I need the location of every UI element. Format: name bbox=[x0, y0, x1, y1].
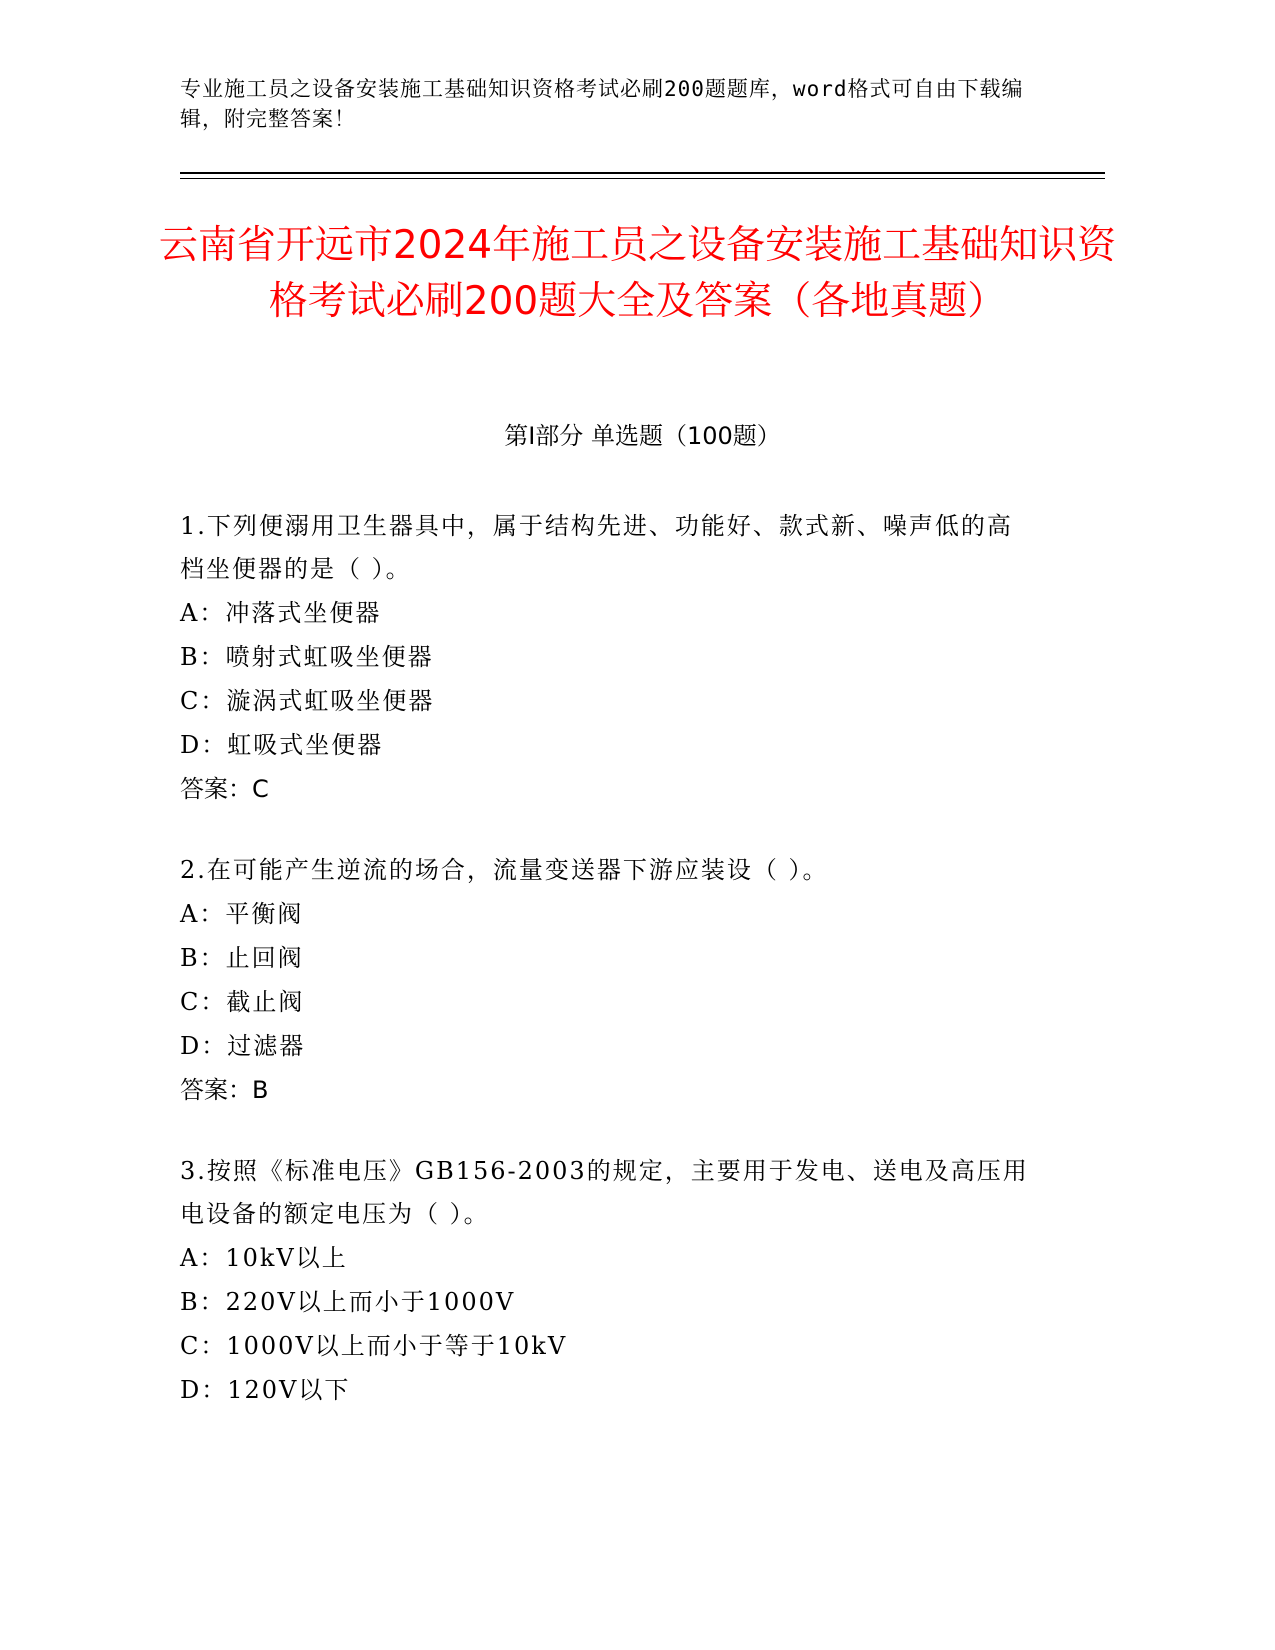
option-a: A：冲落式坐便器 bbox=[180, 599, 382, 627]
option-a: A：平衡阀 bbox=[180, 900, 304, 928]
header-divider-thin bbox=[180, 178, 1105, 179]
option-c: C：1000V以上而小于等于10kV bbox=[180, 1332, 568, 1360]
option-a: A：10kV以上 bbox=[180, 1244, 348, 1272]
question-2 bbox=[180, 849, 1030, 1112]
option-c: C：漩涡式虹吸坐便器 bbox=[180, 687, 435, 715]
option-d: D：虹吸式坐便器 bbox=[180, 731, 384, 759]
option-c: C：截止阀 bbox=[180, 988, 305, 1016]
answer: 答案：B bbox=[180, 1076, 269, 1104]
question-1 bbox=[180, 505, 1030, 811]
header-divider-thick bbox=[180, 172, 1105, 174]
question-list bbox=[180, 505, 1030, 1450]
question-3 bbox=[180, 1150, 1030, 1412]
question-stem: 1.下列便溺用卫生器具中，属于结构先进、功能好、款式新、噪声低的高档坐便器的是（ ）。 bbox=[180, 512, 1013, 583]
header-note: 专业施工员之设备安装施工基础知识资格考试必刷200题题库，word格式可自由下载编辑，附完整答案！ bbox=[180, 77, 1024, 131]
question-stem: 2.在可能产生逆流的场合，流量变送器下游应装设（ ）。 bbox=[180, 856, 829, 884]
option-b: B：止回阀 bbox=[180, 944, 304, 972]
option-d: D：120V以下 bbox=[180, 1376, 351, 1404]
section-heading: 第Ⅰ部分 单选题（100题） bbox=[504, 422, 781, 450]
question-stem: 3.按照《标准电压》GB156-2003的规定，主要用于发电、送电及高压用电设备的额定电压为（ ）。 bbox=[180, 1157, 1029, 1228]
document-title: 云南省开远市2024年施工员之设备安装施工基础知识资格考试必刷200题大全及答案（各地真题） bbox=[158, 223, 1117, 324]
option-b: B：喷射式虹吸坐便器 bbox=[180, 643, 434, 671]
answer: 答案：C bbox=[180, 775, 269, 803]
option-d: D：过滤器 bbox=[180, 1032, 306, 1060]
option-b: B：220V以上而小于1000V bbox=[180, 1288, 516, 1316]
